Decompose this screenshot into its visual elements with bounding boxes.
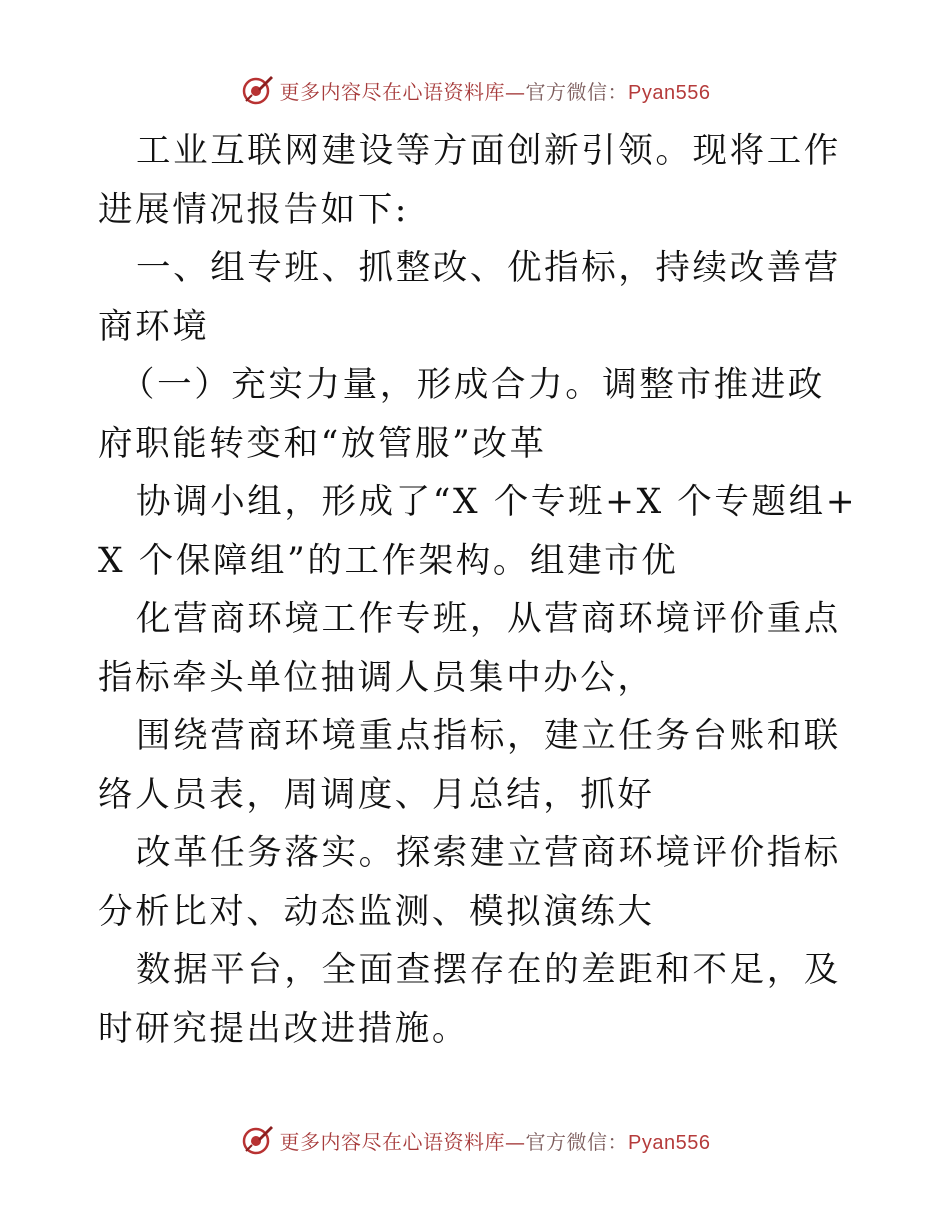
paragraph: 化营商环境工作专班，从营商环境评价重点指标牵头单位抽调人员集中办公， <box>98 599 841 698</box>
header-watermark <box>0 70 950 110</box>
watermark-text <box>280 76 711 105</box>
subsection-heading: （一）充实力量，形成合力。调整市推进政府职能转变和“放管服”改革 <box>98 365 825 464</box>
paragraph: 协调小组，形成了“X 个专班+X 个专题组+X 个保障组”的工作架构。组建市优 <box>98 482 858 581</box>
paragraph: 工业互联网建设等方面创新引领。现将工作进展情况报告如下: <box>98 131 841 230</box>
watermark-id: Pyan556 <box>628 81 711 104</box>
watermark-prefix: 更多内容尽在心语资料库 <box>279 79 506 104</box>
watermark-dash: — <box>505 79 526 104</box>
watermark-official: 官方微信： <box>525 79 629 104</box>
paragraph: 数据平台，全面查摆存在的差距和不足，及时研究提出改进措施。 <box>98 950 841 1049</box>
quill-logo-icon <box>240 1123 274 1157</box>
footer-watermark <box>0 1120 950 1160</box>
watermark-prefix: 更多内容尽在心语资料库 <box>279 1129 506 1154</box>
watermark-official: 官方微信： <box>525 1129 629 1154</box>
watermark-text <box>280 1126 711 1155</box>
quill-logo-icon <box>240 73 274 107</box>
watermark-id: Pyan556 <box>628 1131 711 1154</box>
paragraph: 改革任务落实。探索建立营商环境评价指标分析比对、动态监测、模拟演练大 <box>98 833 841 932</box>
document-body <box>98 122 858 1058</box>
watermark-dash: — <box>505 1129 526 1154</box>
section-heading: 一、组专班、抓整改、优指标，持续改善营商环境 <box>98 248 841 347</box>
paragraph: 围绕营商环境重点指标，建立任务台账和联络人员表，周调度、月总结，抓好 <box>98 716 841 815</box>
